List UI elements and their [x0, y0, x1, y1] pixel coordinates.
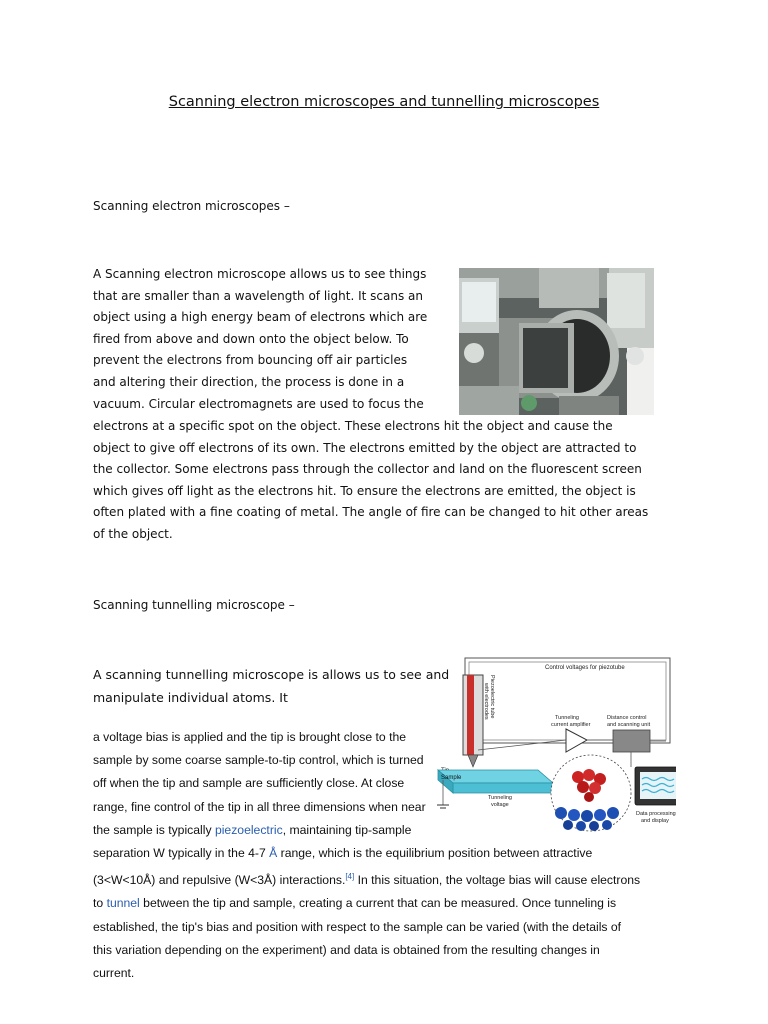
text-span: range, which is the equilibrium position between attractive: [277, 846, 593, 861]
text-line: this variation depending on the experiment) and data is obtained from the resulting changes in: [93, 942, 600, 957]
stm-diagram-illustration: [433, 655, 676, 835]
sem-paragraph-top: [93, 264, 453, 415]
amp-label-2: current amplifier: [551, 722, 591, 728]
text-line: a voltage bias is applied and the tip is brought close to the: [93, 730, 407, 744]
text-line: range, fine control of the tip in all three dimensions when near: [93, 799, 426, 814]
stm-intro: [93, 663, 453, 709]
text-line: current.: [93, 966, 135, 981]
distance-label-1: Distance control: [607, 715, 647, 721]
text-span: (3<W<10Å) and repulsive (W<3Å) interactions.: [93, 873, 346, 888]
text-span: between the tip and sample, creating a current that can be measured. Once tunneling is: [139, 896, 617, 911]
text-line: electrons at a specific spot on the object. These electrons hit the object and cause the: [93, 419, 613, 433]
text-line: object using a high energy beam of electrons which are: [93, 310, 428, 325]
display-label-2: and display: [641, 818, 669, 824]
text-line: established, the tip's bias and position with respect to the sample can be varied (with the details of: [93, 919, 622, 934]
text-line: A scanning tunnelling microscope is allows us to see and: [93, 667, 450, 682]
distance-label-2: and scanning unit: [607, 722, 651, 728]
text-line: which gives off light as the electrons hit. To ensure the electrons are emitted, the object is: [93, 483, 636, 498]
amp-label-1: Tunneling: [555, 715, 579, 721]
text-line: sample by some coarse sample-to-tip control, which is turned: [93, 753, 424, 768]
display-label-1: Data processing: [636, 811, 676, 817]
reference-link[interactable]: [4]: [345, 872, 355, 882]
text-line: the collector. Some electrons pass through the collector and land on the fluorescent screen: [93, 462, 642, 477]
text-line: [93, 842, 693, 865]
angstrom-link[interactable]: Å: [269, 846, 278, 861]
text-line: manipulate individual atoms. It: [93, 690, 288, 705]
text-line: of the object.: [93, 526, 173, 541]
text-line: prevent the electrons from bouncing off air particles: [93, 353, 408, 368]
tube-label-2: with electrodes: [483, 683, 489, 720]
sem-photo-illustration: [459, 268, 654, 415]
text-line: that are smaller than a wavelength of light. It scans an: [93, 288, 423, 303]
control-voltages-label: Control voltages for piezotube: [545, 665, 625, 671]
sem-paragraph-bottom: [93, 416, 693, 546]
text-span: to: [93, 896, 107, 911]
sem-heading: Scanning electron microscopes –: [93, 199, 290, 213]
text-line: object to give off electrons of its own. The electrons emitted by the object are attracted to: [93, 440, 637, 455]
text-line: off when the tip and sample are sufficiently close. At close: [93, 776, 405, 791]
text-line: [93, 892, 693, 915]
text-line: [93, 865, 693, 892]
text-line: fired from above and down onto the object below. To: [93, 331, 409, 346]
stm-heading: Scanning tunnelling microscope –: [93, 598, 295, 612]
page-title: Scanning electron microscopes and tunnelling microscopes: [168, 94, 600, 110]
text-line: vacuum. Circular electromagnets are used to focus the: [93, 396, 424, 411]
sample-label: Sample: [441, 775, 462, 781]
stm-diagram: [433, 655, 676, 835]
text-span: , maintaining tip-sample: [282, 822, 412, 837]
tunnel-link[interactable]: tunnel: [106, 896, 140, 911]
piezoelectric-link[interactable]: piezoelectric: [214, 822, 283, 837]
text-span: separation W typically in the 4-7: [93, 846, 270, 861]
text-line: and altering their direction, the process is done in a: [93, 374, 405, 389]
tunneling-voltage-label-1: Tunneling: [488, 795, 512, 801]
tube-label-1: Piezoelectric tube: [489, 675, 495, 719]
text-span: In this situation, the voltage bias will cause electrons: [354, 873, 641, 888]
sem-photo: [459, 268, 654, 415]
text-span: the sample is typically: [93, 822, 215, 837]
text-line: often plated with a fine coating of metal. The angle of fire can be changed to hit other areas: [93, 505, 649, 520]
tunneling-voltage-label-2: voltage: [491, 802, 509, 808]
text-line: A Scanning electron microscope allows us to see things: [93, 267, 427, 281]
